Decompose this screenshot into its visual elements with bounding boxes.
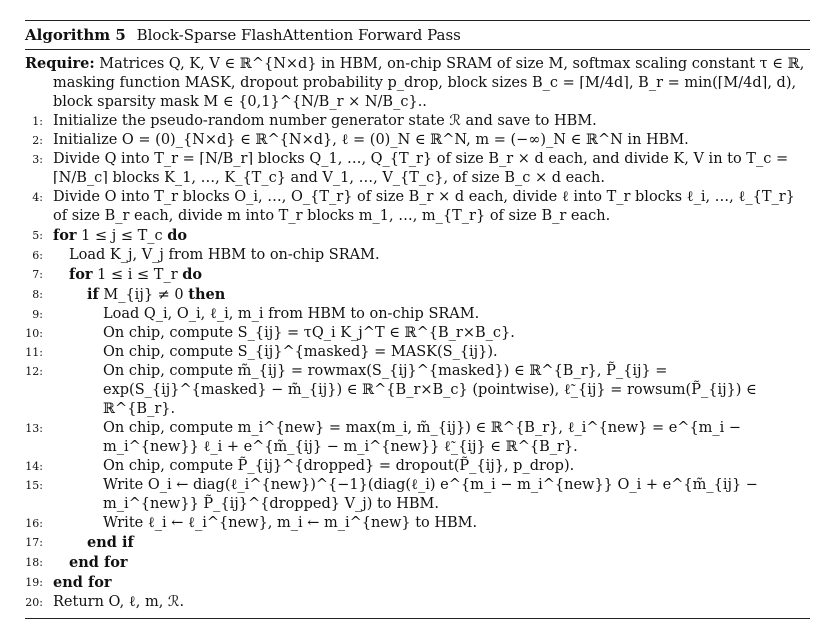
line-content [103, 419, 810, 457]
line-text: Divide O into T_r blocks O_i, …, O_{T_r} of size B_r × d each, divide ℓ into T_r blocks ℓ_i, …, ℓ_{T_r} of size B_r each, divide m into T_r blocks m_1, …, m_{T_r} of size B_r each. [53, 189, 795, 224]
line-text: On chip, compute P̃_{ij}^{dropped} = dropout(P̃_{ij}, p_drop). [103, 458, 575, 474]
line-number: 12: [25, 365, 43, 378]
line-keyword: if [87, 286, 99, 303]
line-text: On chip, compute S_{ij}^{masked} = MASK(S_{ij}). [103, 344, 498, 360]
require-text: Matrices Q, K, V ∈ ℝ^{N×d} in HBM, on-chip SRAM of size M, softmax scaling constant τ ∈ ℝ, masking function MASK, dropout probability p_drop, block sizes B_c = ⌈M/4d⌉, B_r = min(⌈M/4d⌉, d), block sparsity mask M ∈ {0,1}^{N/B_r × N/B_c}.. [53, 56, 805, 110]
algorithm-lines [25, 112, 810, 612]
line-content [53, 131, 810, 150]
algorithm-line [25, 246, 810, 265]
algorithm-line [25, 419, 810, 457]
algorithm-line [25, 573, 810, 593]
line-content [53, 226, 810, 246]
line-text: Write O_i ← diag(ℓ_i^{new})^{−1}(diag(ℓ_i) e^{m_i − m_i^{new}} O_i + e^{m̃_{ij} − m_i^{new}} P̃_{ij}^{dropped} V_j) to HBM. [103, 477, 758, 512]
line-number: 10: [25, 327, 43, 340]
line-text: Return O, ℓ, m, ℛ. [53, 594, 185, 610]
line-content [53, 112, 810, 131]
line-text: Initialize O = (0)_{N×d} ∈ ℝ^{N×d}, ℓ = (0)_N ∈ ℝ^N, m = (−∞)_N ∈ ℝ^N in HBM. [53, 132, 689, 148]
line-number: 9: [32, 308, 43, 321]
line-content [69, 553, 810, 573]
line-text: 1 ≤ i ≤ T_r [97, 267, 178, 283]
line-keyword-trailing: do [167, 227, 188, 244]
line-number: 1: [32, 115, 43, 128]
line-text: 1 ≤ j ≤ T_c [81, 228, 163, 244]
algorithm-header [25, 21, 810, 50]
line-number: 7: [32, 268, 43, 281]
line-text: Write ℓ_i ← ℓ_i^{new}, m_i ← m_i^{new} to HBM. [103, 515, 478, 531]
algorithm-line [25, 112, 810, 131]
line-number: 18: [25, 556, 43, 569]
line-content [69, 265, 810, 285]
algorithm-line [25, 553, 810, 573]
line-text: Divide Q into T_r = ⌈N/B_r⌉ blocks Q_1, …, Q_{T_r} of size B_r × d each, and divide K, V in to T_c = ⌈N/B_c⌉ blocks K_1, …, K_{T_c} and V_1, …, V_{T_c}, of size B_c × d each. [53, 151, 789, 186]
algorithm-line [25, 188, 810, 226]
line-number: 17: [25, 536, 43, 549]
line-keyword: end for [69, 554, 128, 571]
algorithm-label: Algorithm 5 [25, 26, 126, 44]
algorithm-line [25, 593, 810, 612]
algorithm-box [25, 20, 810, 619]
line-content [53, 188, 810, 226]
line-number: 4: [32, 191, 43, 204]
algorithm-line [25, 343, 810, 362]
line-text: Load Q_i, O_i, ℓ_i, m_i from HBM to on-chip SRAM. [103, 306, 480, 322]
line-number: 14: [25, 460, 43, 473]
line-content [87, 533, 810, 553]
algorithm-line [25, 533, 810, 553]
line-keyword: end if [87, 534, 134, 551]
line-number: 8: [32, 288, 43, 301]
algorithm-body [25, 50, 810, 618]
algorithm-line [25, 362, 810, 419]
line-text: On chip, compute m̃_{ij} = rowmax(S_{ij}^{masked}) ∈ ℝ^{B_r}, P̃_{ij} = exp(S_{ij}^{masked} − m̃_{ij}) ∈ ℝ^{B_r×B_c} (pointwise), ℓ̃_{ij} = rowsum(P̃_{ij}) ∈ ℝ^{B_r}. [103, 363, 757, 417]
line-keyword: end for [53, 574, 112, 591]
algorithm-line [25, 476, 810, 514]
algorithm-line [25, 514, 810, 533]
line-content [103, 362, 810, 419]
line-content [87, 285, 810, 305]
line-text: M_{ij} ≠ 0 [103, 287, 184, 303]
line-content [53, 150, 810, 188]
algorithm-line [25, 305, 810, 324]
line-content [53, 593, 810, 612]
algorithm-line [25, 131, 810, 150]
line-number: 19: [25, 576, 43, 589]
line-number: 3: [32, 153, 43, 166]
line-number: 13: [25, 422, 43, 435]
require-line [25, 54, 810, 112]
algorithm-title: Block-Sparse FlashAttention Forward Pass [136, 26, 461, 44]
line-keyword-trailing: then [188, 286, 226, 303]
line-text: On chip, compute m_i^{new} = max(m_i, m̃_{ij}) ∈ ℝ^{B_r}, ℓ_i^{new} = e^{m_i − m_i^{new}} ℓ_i + e^{m̃_{ij} − m_i^{new}} ℓ̃_{ij} ∈ ℝ^{B_r}. [103, 420, 742, 455]
line-keyword-trailing: do [182, 266, 203, 283]
line-number: 5: [32, 229, 43, 242]
line-content [103, 457, 810, 476]
line-text: Load K_j, V_j from HBM to on-chip SRAM. [69, 247, 380, 263]
line-content [53, 573, 810, 593]
line-content [103, 324, 810, 343]
algorithm-line [25, 226, 810, 246]
line-number: 16: [25, 517, 43, 530]
line-number: 20: [25, 596, 43, 609]
line-content [69, 246, 810, 265]
line-text: Initialize the pseudo-random number generator state ℛ and save to HBM. [53, 113, 597, 129]
algorithm-line [25, 457, 810, 476]
algorithm-line [25, 150, 810, 188]
algorithm-line [25, 285, 810, 305]
line-keyword: for [69, 266, 93, 283]
algorithm-line [25, 324, 810, 343]
line-keyword: for [53, 227, 77, 244]
line-number: 2: [32, 134, 43, 147]
line-content [103, 343, 810, 362]
require-keyword: Require: [25, 55, 95, 72]
line-text: On chip, compute S_{ij} = τQ_i K_j^T ∈ ℝ^{B_r×B_c}. [103, 325, 515, 341]
line-content [103, 514, 810, 533]
line-content [103, 305, 810, 324]
line-number: 6: [32, 249, 43, 262]
algorithm-line [25, 265, 810, 285]
line-content [103, 476, 810, 514]
line-number: 11: [25, 346, 43, 359]
line-number: 15: [25, 479, 43, 492]
